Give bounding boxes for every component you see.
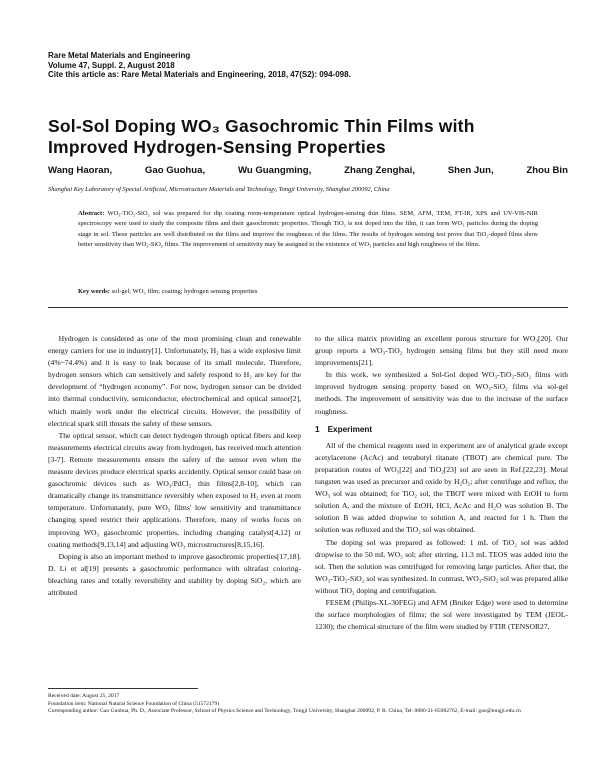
abstract-text: WO₃-TiO₂-SiO₂ sol was prepared for dip coating room-temperature optical hydrogen-sensing thin films. SEM, AFM, TEM, FT-IR, XPS and UV-VIS-NIR spectroscopy were used to study the composite films and their gasochromic properties. Though TiO₂ is not doped into the film, it can form WO₃ particles during the doping stage in sol. These particles are well distributed on the films and improve the roughness of the films. The results of hydrogen sensing test prove that TiO₂-doped films show better sensitivity than WO₃-SiO₂ films. The improvement of sensitivity may be assigned to the existence of WO₃ particles and high roughness of the films. <box>78 210 538 249</box>
author: Shen Jun, <box>447 165 494 176</box>
paragraph: The optical sensor, which can detect hydrogen through optical fibers and keep measurements electrical circuits away from hydrogen, has received much attention [3-7]. Remote measurements ensure the safety of the sensor even when the measure devices produce electrical sparks accidently. Optical sensor could base on gasochromic devices such as WO₃/PdCl₂ thin films[2,8-10], which can dramatically change its transmittance reversibly when exposed to H₂ even at room temperature. Unfortunately, pure WO₃ films' low sensitivity and transmittance changing speed restrict their applications. Therefore, many of works focus on improving WO₃ gasochromic properties, including changing catalyst[4,12] or coating methods[9,13,14] and adjusting WO₃ microstructures[8,15,16]. <box>48 430 301 549</box>
left-column <box>48 333 301 599</box>
abstract <box>78 209 538 251</box>
section-number: 1 <box>315 424 320 434</box>
paper-title <box>48 116 568 158</box>
right-column <box>315 333 568 633</box>
journal-cite: Cite this article as: Rare Metal Materials and Engineering, 2018, 47(S2): 094-098. <box>48 70 351 79</box>
abstract-label: Abstract: <box>78 210 105 217</box>
title-line-2: Improved Hydrogen-Sensing Properties <box>48 137 386 157</box>
paragraph: The doping sol was prepared as followed: 1 mL of TiO₂ sol was added dropwise to the 50 mL WO₃ sol; after stirring, 11.3 mL TEOS was added into the sol. Then the solution was centrifuged for removing large particles. After that, the WO₃-TiO₂-SiO₂ sol was synthesized. In contrast, WO₃-SiO₂ sol was prepared alike without TiO₂ doping and centrifugation. <box>315 537 568 595</box>
journal-header <box>48 51 568 80</box>
paragraph: Doping is also an important method to improve gasochromic properties[17,18]. D. Li et al[19] presents a gasochromic performance with ultrafast coloring-bleaching rates and totally reversibility and stability by doping SiO₂, which are attributed <box>48 551 301 597</box>
keywords-label: Key words: <box>78 288 110 295</box>
paragraph: All of the chemical reagents used in experiment are of analytical grade except acetylacetone (AcAc) and tetrabutyl titanate (TBOT) are chemical pure. The preparation routes of WO₃[22] and TiO₂[23] sol are seen in Ref.[22,23]. Metal tungsten was used as precursor and oxide by H₂O₂; after centrifuge and reflux, the WO₃ sol was obtained; for TiO₂ sol, the TBOT were mixed with EtOH to form solution A, and the mixture of EtOH, HCl, AcAc and H₂O was solution B. The solution B was added dropwise to solution A, and reacted for 1 h. Then the solution was refluxed and the TiO₂ sol was obtained. <box>315 440 568 535</box>
paragraph: FESEM (Philips-XL-30FEG) and AFM (Bruker Edge) were used to determine the surface morphologies of films; the sol were investigated by TEM (JEOL-1230); the chemical structure of the film were studied by FTIR (TENSOR27, <box>315 597 568 632</box>
author-list <box>48 165 568 176</box>
footnote <box>48 693 568 716</box>
keywords <box>78 288 538 295</box>
paragraph: Hydrogen is considered as one of the most promising clean and renewable energy carriers for use in industry[1]. Unfortunately, H₂ has a wide explosive limit (4%~74.4%) and it is easy to leak because of its small molecule. Therefore, hydrogen sensors which can sensitively and safely respond to H₂ are key for the development of “hydrogen economy”. For now, hydrogen sensor can be divided into thermal conductivity, semiconductor, electrochemical and optical sensor[2], which mainly work under the electrical circuits. However, the possibility of electrical spark still threats the safety of these sensors. <box>48 334 301 428</box>
author: Zhang Zenghai, <box>344 165 415 176</box>
journal-name: Rare Metal Materials and Engineering <box>48 51 191 60</box>
paragraph: In this work, we synthesized a Sol-Gol doped WO₃-TiO₂-SiO₂ films with improved hydrogen sensing property based on WO₃-SiO₂ films via sol-gel methods. The improvement of sensitivity was due to the increase of the surface roughness. <box>315 370 568 416</box>
paragraph: to the silica matrix providing an excellent porous structure for WO₃[20]. Our group reports a WO₃-TiO₂ hydrogen sensing films but they still need more improvements[21]. <box>315 334 568 368</box>
section-title: Experiment <box>327 424 373 434</box>
section-divider <box>48 307 568 308</box>
author: Gao Guohua, <box>144 165 206 176</box>
author: Zhou Bin <box>526 165 568 176</box>
received-date: Received date: August 25, 2017 <box>48 693 120 699</box>
footnote-divider <box>48 688 198 689</box>
author: Wang Haoran, <box>48 165 113 176</box>
journal-volume: Volume 47, Suppl. 2, August 2018 <box>48 60 175 70</box>
author: Wu Guangming, <box>237 165 312 176</box>
foundation-item: Foundation item: National Natural Science Foundation of China (51572179) <box>48 700 220 707</box>
title-line-1: Sol-Sol Doping WO₃ Gasochromic Thin Films with <box>48 116 475 136</box>
affiliation: Shanghai Key Laboratory of Special Artificial, Microstructure Materials and Technology, Tongji University, Shanghai 200092, China <box>48 186 390 193</box>
corresponding-author: Corresponding author: Gao Guohua, Ph. D., Associate Professor, School of Physics Science and Technology, Tongji University, Shanghai 200092, P. R. China, Tel: 0086-21-65982762, E-mail: gao@tongji.edu.cn <box>48 708 521 715</box>
keywords-text: sol-gel; WO₃ film; coating; hydrogen sensing properties <box>111 288 258 295</box>
section-heading <box>315 424 568 436</box>
